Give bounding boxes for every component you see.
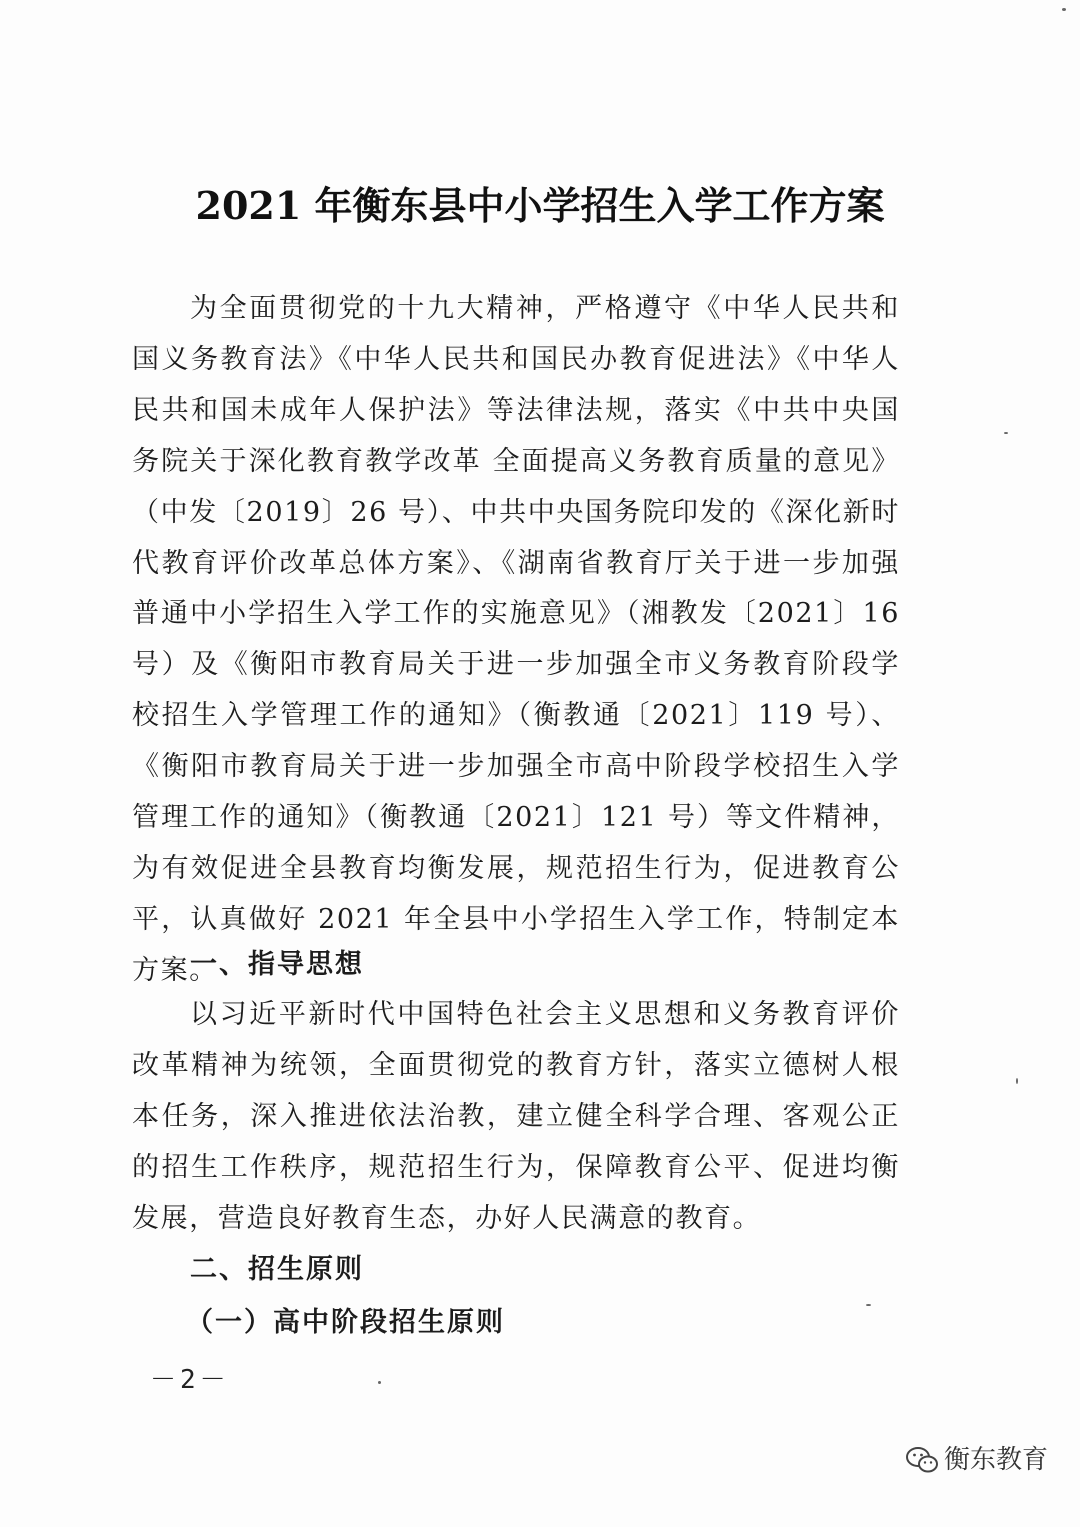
scan-speck <box>1062 8 1066 11</box>
source-watermark <box>906 1440 1048 1480</box>
wechat-icon <box>906 1446 938 1474</box>
intro-paragraph: 为全面贯彻党的十九大精神，严格遵守《中华人民共和国义务教育法》《中华人民共和国民办教育促进法》《中华人民共和国未成年人保护法》等法律法规，落实《中共中央国务院关于深化教育教学改革 全面提高义务教育质量的意见》（中发〔2019〕26 号）、中共中央国务院印发的《深化新时代教育评价改革总体方案》、《湖南省教育厅关于进一步加强普通中小学招生入学工作的实施意见》（湘教发〔2021〕16 号）及《衡阳市教育局关于进一步加强全市义务教育阶段学校招生入学管理工作的通知》（衡教通〔2021〕119 号）、《衡阳市教育局关于进一步加强全市高中阶段学校招生入学管理工作的通知》（衡教通〔2021〕121 号）等文件精神，为有效促进全县教育均衡发展，规范招生行为，促进教育公平，认真做好 2021 年全县中小学招生入学工作，特制定本方案。 <box>132 293 900 986</box>
scan-speck <box>1004 432 1008 434</box>
watermark-label: 衡东教育 <box>944 1445 1049 1475</box>
page-number: －2－ <box>150 1365 230 1395</box>
guiding-ideology-paragraph: 以习近平新时代中国特色社会主义思想和义务教育评价改革精神为统领，全面贯彻党的教育方针，落实立德树人根本任务，深入推进依法治教，建立健全科学合理、客观公正的招生工作秩序，规范招生行为，保障教育公平、促进均衡发展，营造良好教育生态，办好人民满意的教育。 <box>132 999 900 1234</box>
section-heading-enrollment-principles: 二、招生原则 <box>190 1254 364 1285</box>
subsection-heading-high-school-principles: （一）高中阶段招生原则 <box>186 1307 505 1338</box>
scan-speck <box>378 1381 381 1384</box>
section-heading-guiding-ideology: 一、指导思想 <box>190 949 364 980</box>
scan-speck <box>1016 1078 1018 1084</box>
scan-speck <box>866 1304 871 1306</box>
document-title: 2021 年衡东县中小学招生入学工作方案 <box>195 183 885 228</box>
